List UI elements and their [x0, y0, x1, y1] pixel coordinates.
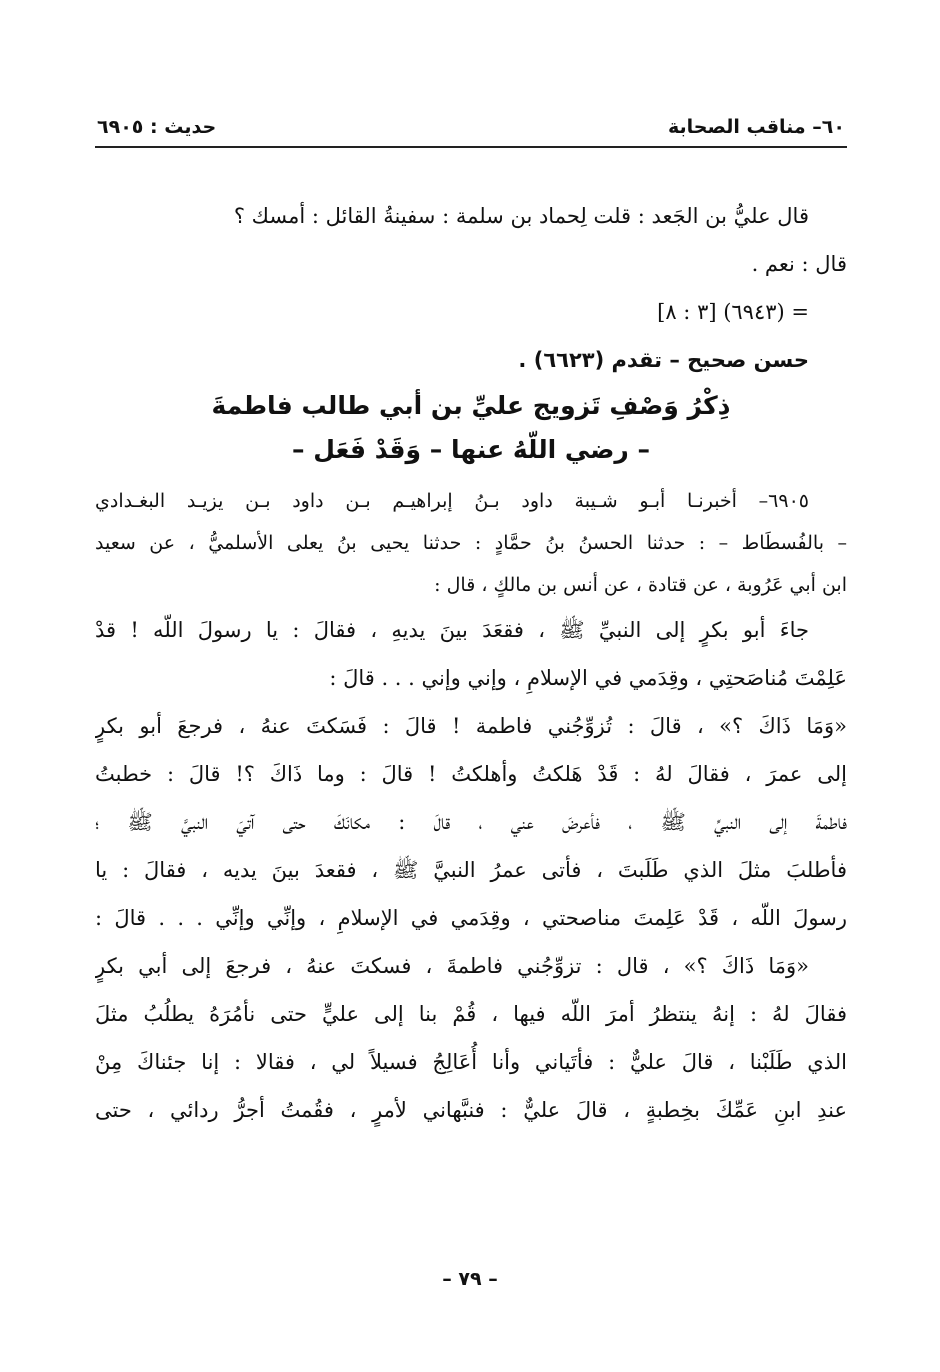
text-line: فأطلبَ مثلَ الذي طَلَبتَ ، فأتى عمرُ النبيَّ ﷺ ، فقعدَ بينَ يديه ، فقالَ : يا: [95, 858, 847, 882]
text-line: قال : نعم .: [751, 252, 847, 276]
section-title: ٦٠– مناقب الصحابة: [668, 116, 845, 138]
isnad-line: – بالفُسطَاط – : حدثنا الحسنُ بنُ حمَّادٍ : حدثنا يحيى بنُ يعلى الأسلميُّ ، عن سعيد: [95, 532, 847, 554]
hadith-reference: حديث : ٦٩٠٥: [97, 116, 217, 138]
text-line: رسولَ اللّه ، قَدْ عَلِمتَ مناصحتي ، وقِدَمي في الإسلامِ ، وإنِّي وإنِّي . . . قالَ :: [95, 906, 847, 930]
running-header: [95, 112, 847, 148]
isnad-line: ٦٩٠٥– أخبرنـا أبـو شـيبة داود بـنُ إبراهيـم بـن داود بـن يزيـد البغـدادي: [95, 490, 809, 512]
text-line: عندِ ابنِ عَمِّكَ بخِطبةٍ ، قالَ عليٌّ : فنبَّهاني لأمرٍ ، فقُمتُ أجرُّ ردائي ، حتى: [95, 1098, 847, 1122]
text-line: فقالَ لهُ : إنهُ ينتظرُ أمرَ اللّه فيها ، قُمْ بنا إلى عليٍّ حتى نأمُرَهُ يطلُبُ مثلَ: [95, 1002, 847, 1026]
text-line: جاءَ أبو بكرٍ إلى النبيِّ ﷺ ، فقعَدَ بينَ يديهِ ، فقالَ : يا رسولَ اللّه ! قدْ: [95, 618, 809, 642]
text-line: «وَمَا ذَاكَ ؟» ، قالَ : تُزوِّجُني فاطمة ! قالَ : فَسَكتَ عنهُ ، فرجعَ أبو بكرٍ: [95, 714, 847, 738]
text-line: إلى عمرَ ، فقالَ لهُ : قَدْ هَلكتُ وأهلكتُ ! قالَ : وما ذَاكَ ؟! قالَ : خطبتُ: [95, 762, 847, 786]
text-line: الذي طَلَبْنا ، قالَ عليٌّ : فأتَياني وأنا أُعَالِجُ فسيلاً لي ، فقالا : إنا جئناكَ مِنْ: [95, 1050, 847, 1074]
chapter-title-line-1: ذِكْرُ وَصْفِ تَزويج عليِّ بن أبي طالب فاطمةَ: [211, 391, 731, 420]
page-number: – ٧٩ –: [442, 1268, 498, 1290]
cross-reference: = (٦٩٤٣) [٣ : ٨]: [657, 300, 809, 324]
isnad-line: ابن أبي عَرُوبة ، عن قتادة ، عن أنس بن مالكٍ ، قال :: [434, 574, 847, 596]
text-line: عَلِمْتَ مُناصَحتِي ، وقِدَمي في الإسلامِ ، وإني وإني . . . قالَ :: [329, 666, 847, 690]
page-body: [95, 192, 847, 1134]
grading-note: حسن صحيح – تقدم (٦٦٢٣) .: [518, 348, 809, 372]
chapter-title-line-2: – رضي اللّهُ عنها – وَقَدْ فَعَل –: [292, 435, 650, 464]
text-line: «وَمَا ذَاكَ ؟» ، قال : تزوِّجُني فاطمةَ ، فسكتَ عنهُ ، فرجعَ إلى أبي بكرٍ: [95, 954, 809, 978]
text-line: فاطمةَ إلى النبيِّ ﷺ ، فأعرضَ عني ، قالَ : مكانَكَ حتى آتيَ النبيَّ ﷺ ؛: [95, 810, 847, 834]
text-line: قال عليُّ بن الجَعد : قلت لِحماد بن سلمة : سفينةُ القائل : أمسك ؟: [233, 204, 809, 228]
